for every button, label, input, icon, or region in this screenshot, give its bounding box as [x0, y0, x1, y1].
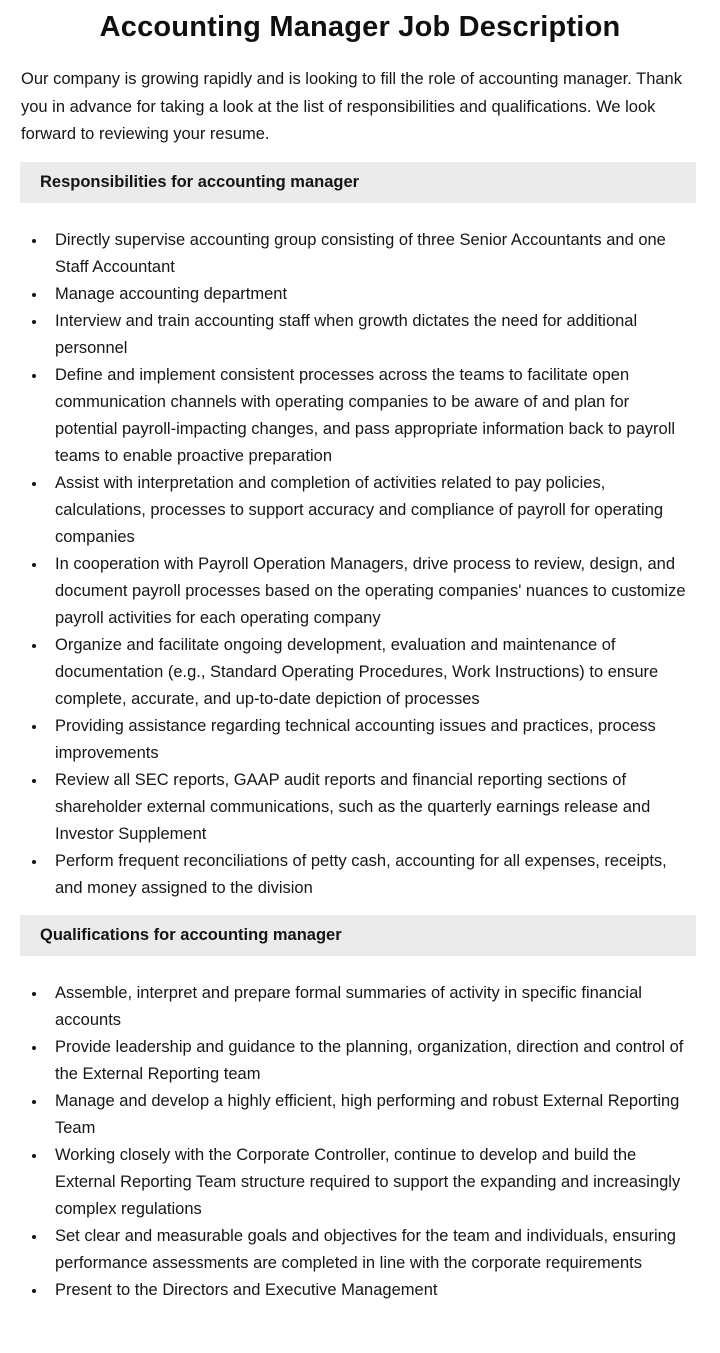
list-item: • Providing assistance regarding technical accounting issues and practices, process improvements: [47, 713, 692, 767]
section-header-responsibilities: Responsibilities for accounting manager: [20, 162, 696, 203]
list-item: • In cooperation with Payroll Operation Managers, drive process to review, design, and document payroll processes based on the operating companies' nuances to customize payroll activities for each operating company: [47, 551, 692, 632]
list-item: • Assemble, interpret and prepare formal summaries of activity in specific financial accounts: [47, 980, 692, 1034]
list-item: • Working closely with the Corporate Controller, continue to develop and build the External Reporting Team structure required to support the expanding and increasingly complex regulations: [47, 1142, 692, 1223]
list-item: • Directly supervise accounting group consisting of three Senior Accountants and one Staff Accountant: [47, 227, 692, 281]
list-item: • Manage and develop a highly efficient, high performing and robust External Reporting Team: [47, 1088, 692, 1142]
section-header-qualifications: Qualifications for accounting manager: [20, 915, 696, 956]
list-item: • Organize and facilitate ongoing development, evaluation and maintenance of documentation (e.g., Standard Operating Procedures, Work Instructions) to ensure complete, accurate, and up-to-date depiction of processes: [47, 632, 692, 713]
page-title: Accounting Manager Job Description: [99, 11, 621, 43]
list-item: • Present to the Directors and Executive Management: [47, 1277, 692, 1304]
intro-paragraph: Our company is growing rapidly and is looking to fill the role of accounting manager. Thank you in advance for taking a look at the list of responsibilities and qualifications. We look forward to reviewing your resume.: [21, 70, 682, 143]
list-item: • Set clear and measurable goals and objectives for the team and individuals, ensuring performance assessments are completed in line with the corporate requirements: [47, 1223, 692, 1277]
list-item: • Assist with interpretation and completion of activities related to pay policies, calculations, processes to support accuracy and compliance of payroll for operating companies: [47, 470, 692, 551]
list-item: • Interview and train accounting staff when growth dictates the need for additional personnel: [47, 308, 692, 362]
list-item: • Perform frequent reconciliations of petty cash, accounting for all expenses, receipts, and money assigned to the division: [47, 848, 692, 902]
section-qualifications: [0, 915, 720, 1304]
list-item: • Define and implement consistent processes across the teams to facilitate open communication channels with operating companies to be aware of and plan for potential payroll-impacting changes, and pass appropriate information back to payroll teams to enable proactive preparation: [47, 362, 692, 470]
responsibilities-list: [20, 227, 692, 902]
list-item: • Manage accounting department: [47, 281, 692, 308]
section-responsibilities: [0, 162, 720, 902]
list-item: • Provide leadership and guidance to the planning, organization, direction and control of the External Reporting team: [47, 1034, 692, 1088]
list-item: • Review all SEC reports, GAAP audit reports and financial reporting sections of shareholder external communications, such as the quarterly earnings release and Investor Supplement: [47, 767, 692, 848]
qualifications-list: [20, 980, 692, 1304]
